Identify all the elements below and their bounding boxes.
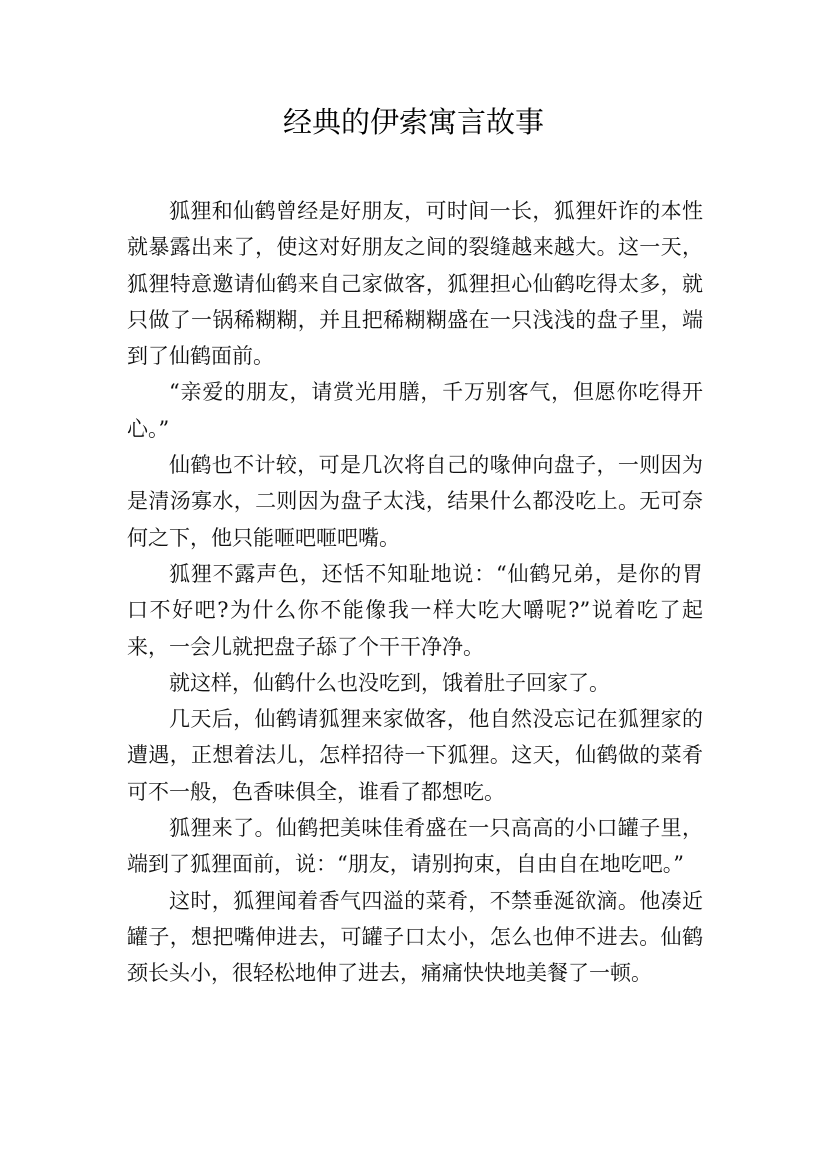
paragraph: “亲爱的朋友，请赏光用膳，千万别客气，但愿你吃得开心。”	[127, 380, 703, 441]
document-title: 经典的伊索寓言故事	[282, 105, 544, 139]
paragraph: 几天后，仙鹤请狐狸来家做客，他自然没忘记在狐狸家的遭遇，正想着法儿，怎样招待一下狐狸。这天，仙鹤做的菜肴可不一般，色香味俱全，谁看了都想吃。	[127, 707, 703, 804]
document-body	[127, 193, 703, 992]
paragraph: 狐狸和仙鹤曾经是好朋友，可时间一长，狐狸奸诈的本性就暴露出来了，使这对好朋友之间的裂缝越来越大。这一天，狐狸特意邀请仙鹤来自己家做客，狐狸担心仙鹤吃得太多，就只做了一锅稀糊糊，并且把稀糊糊盛在一只浅浅的盘子里，端到了仙鹤面前。	[127, 199, 703, 369]
paragraph: 狐狸来了。仙鹤把美味佳肴盛在一只高高的小口罐子里，端到了狐狸面前，说：“朋友，请别拘束，自由自在地吃吧。”	[127, 816, 703, 877]
paragraph: 这时，狐狸闻着香气四溢的菜肴，不禁垂涎欲滴。他凑近罐子，想把嘴伸进去，可罐子口太小，怎么也伸不进去。仙鹤颈长头小，很轻松地伸了进去，痛痛快快地美餐了一顿。	[127, 888, 703, 986]
paragraph: 就这样，仙鹤什么也没吃到，饿着肚子回家了。	[169, 670, 610, 695]
paragraph: 仙鹤也不计较，可是几次将自己的喙伸向盘子，一则因为是清汤寡水，二则因为盘子太浅，结果什么都没吃上。无可奈何之下，他只能咂吧咂吧嘴。	[127, 453, 703, 550]
paragraph: 狐狸不露声色，还恬不知耻地说：“仙鹤兄弟，是你的胃口不好吧?为什么你不能像我一样大吃大嚼呢?”说着吃了起来，一会儿就把盘子舔了个干干净净。	[127, 561, 703, 659]
